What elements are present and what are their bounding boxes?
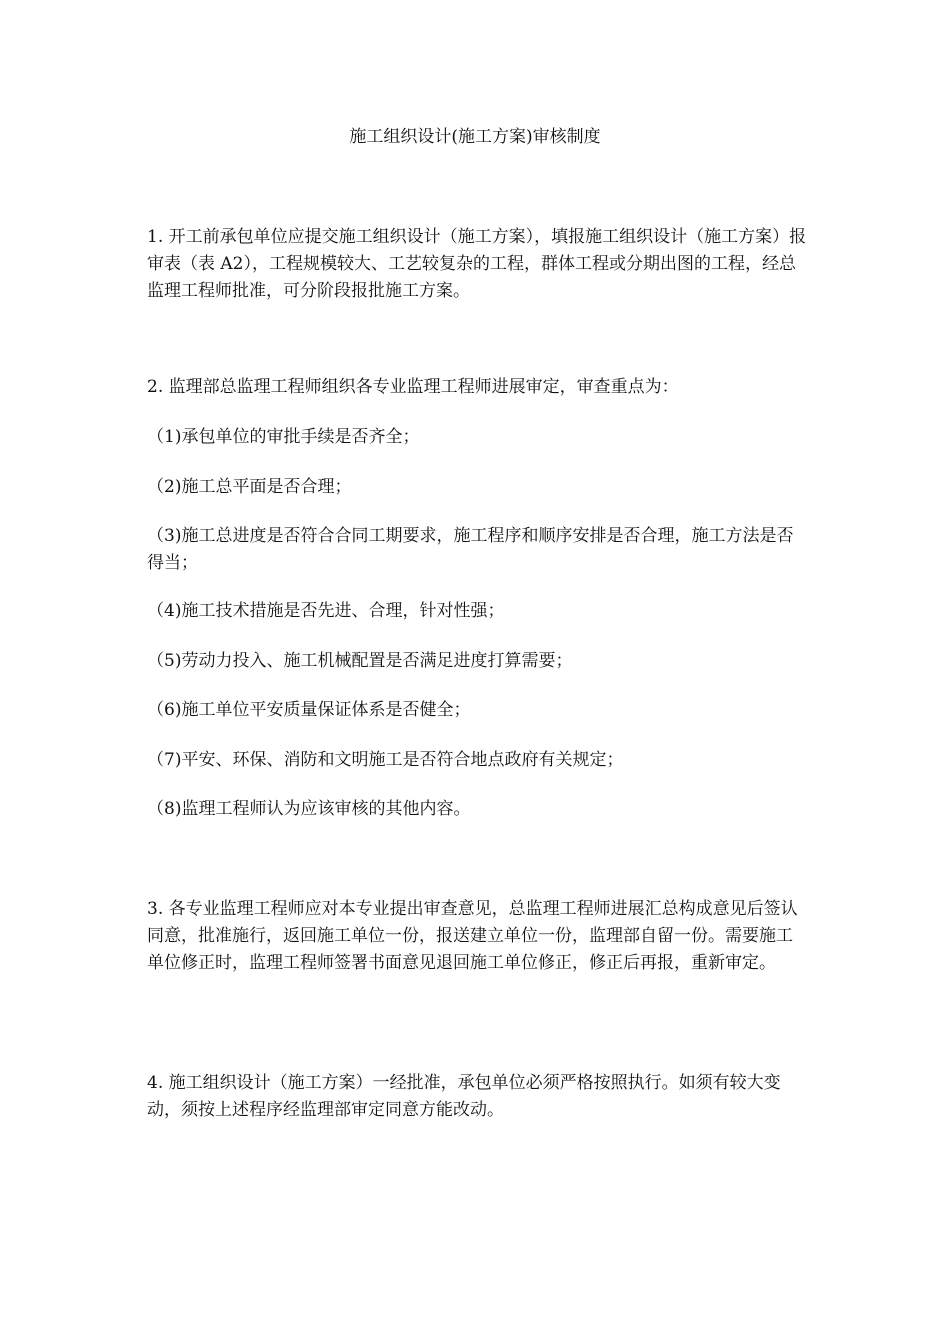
review-item-1: （1)承包单位的审批手续是否齐全； [147,427,420,447]
review-item-6: （6)施工单位平安质量保证体系是否健全； [147,700,471,720]
paragraph-4: 4. 施工组织设计（施工方案）一经批准，承包单位必须严格按照执行。如须有较大变动，须按上述程序经监理部审定同意方能改动。 [147,1073,781,1120]
document-title: 施工组织设计(施工方案)审核制度 [349,127,601,147]
review-item-8: （8)监理工程师认为应该审核的其他内容。 [147,799,471,819]
review-item-2: （2)施工总平面是否合理； [147,477,352,497]
paragraph-1: 1. 开工前承包单位应提交施工组织设计（施工方案），填报施工组织设计（施工方案）报审表（表 A2），工程规模较大、工艺较复杂的工程，群体工程或分期出图的工程，经总监理工程师批准，可分阶段报批施工方案。 [147,227,807,301]
review-item-3: （3)施工总进度是否符合合同工期要求，施工程序和顺序安排是否合理，施工方法是否得当； [147,526,794,573]
paragraph-3: 3. 各专业监理工程师应对本专业提出审查意见，总监理工程师进展汇总构成意见后签认同意，批准施行，返回施工单位一份，报送建立单位一份，监理部自留一份。需要施工单位修正时，监理工程师签署书面意见退回施工单位修正，修正后再报，重新审定。 [147,899,798,973]
review-item-7: （7)平安、环保、消防和文明施工是否符合地点政府有关规定； [147,750,624,770]
review-item-5: （5)劳动力投入、施工机械配置是否满足进度打算需要； [147,651,573,671]
paragraph-2: 2. 监理部总监理工程师组织各专业监理工程师进展审定，审查重点为： [147,377,679,397]
review-item-4: （4)施工技术措施是否先进、合理，针对性强； [147,601,505,621]
